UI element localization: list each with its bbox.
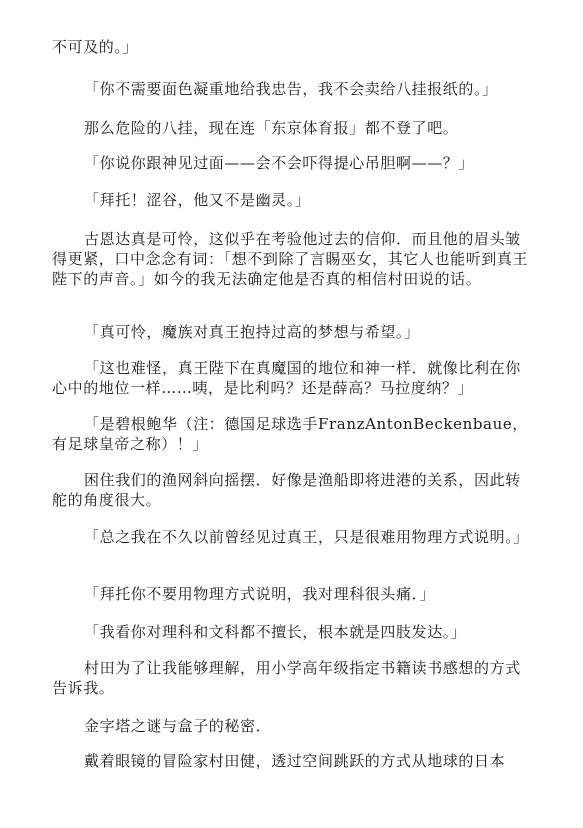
paragraph: 金字塔之谜与盒子的秘密． (84, 717, 272, 735)
paragraph: 「你说你跟神见过面——会不会吓得提心吊胆啊——？」 (84, 154, 475, 172)
paragraph: 「是碧根鲍华（注：德国足球选手FranzAntonBeckenbaue，有足球皇帝之称）！」 (52, 415, 528, 453)
paragraph: 「拜托！涩谷，他又不是幽灵。」 (84, 191, 311, 209)
paragraph: 「拜托你不要用物理方式说明，我对理科很头痛．」 (84, 585, 436, 603)
paragraph: 村田为了让我能够理解，用小学高年级指定书籍读书感想的方式告诉我。 (52, 659, 521, 697)
paragraph: 「你不需要面色凝重地给我忠告，我不会卖给八挂报纸的。」 (84, 80, 498, 98)
paragraph: 戴着眼镜的冒险家村田健，透过空间跳跃的方式从地球的日本 (84, 752, 506, 770)
paragraph: 困住我们的渔网斜向摇摆．好像是渔船即将进港的关系，因此转舵的角度很大。 (52, 471, 521, 509)
paragraph: 「总之我在不久以前曾经见过真王，只是很难用物理方式说明。」 (84, 528, 529, 546)
paragraph: 古恩达真是可怜，这似乎在考验他过去的信仰．而且他的眉头皱得更紧，口中念念有词：「想不到除了言賜巫女，其它人也能听到真王陛下的声音。」如今的我无法确定他是否真的相信村田说的话。 (52, 230, 529, 288)
paragraph: 那么危险的八挂，现在连「东京体育报」都不登了吧。 (84, 119, 459, 137)
paragraph: 「真可怜，魔族对真王抱持过高的梦想与希望。」 (84, 323, 420, 341)
paragraph: 「这也难怪，真王陛下在真魔国的地位和神一样．就像比利在你心中的地位一样……咦，是比利吗？还是薛高？马拉度纳？」 (52, 359, 521, 397)
paragraph-continuation: 不可及的。」 (52, 38, 139, 56)
paragraph: 「我看你对理科和文科都不擅长，根本就是四肢发达。」 (84, 623, 467, 641)
